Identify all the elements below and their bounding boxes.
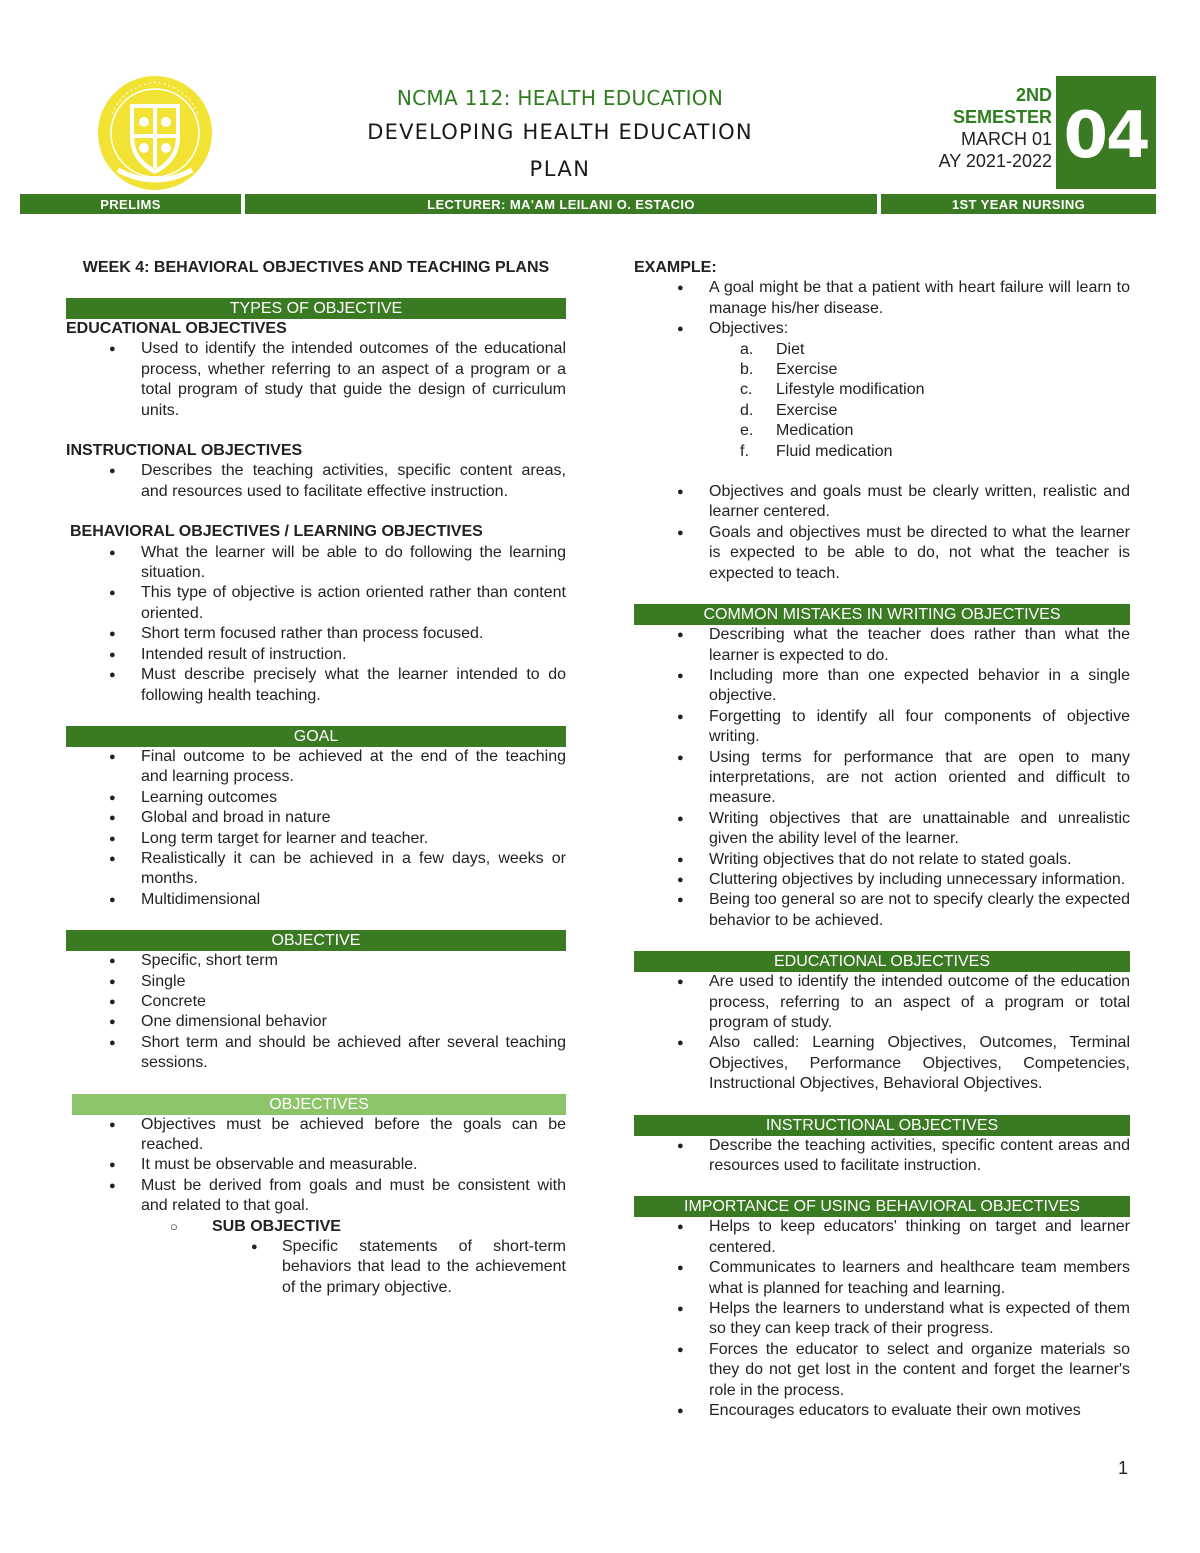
list-item: ● Writing objectives that are unattainable and unrealistic given the ability level of the learner. (634, 809, 1130, 850)
list-item: ● Objectives and goals must be clearly written, realistic and learner centered. (634, 482, 1130, 523)
list-item: ● Final outcome to be achieved at the end of the teaching and learning process. (66, 747, 566, 788)
instructional-objectives-label: INSTRUCTIONAL OBJECTIVES (66, 442, 303, 460)
list-item: ● Short term focused rather than process focused. (66, 624, 566, 644)
section-bar-objectives: OBJECTIVES (72, 1094, 566, 1115)
list-item: ● Short term and should be achieved after several teaching sessions. (66, 1033, 566, 1074)
list-item: ● Forces the educator to select and organize materials so they do not get lost in the content and forget the learner's role in the process. (634, 1340, 1130, 1401)
list-item: ● Learning outcomes (66, 788, 566, 808)
list-item: ● Must describe precisely what the learner intended to do following health teaching. (66, 665, 566, 706)
list-item: ● Goals and objectives must be directed to what the learner is expected to be able to do, not what the teacher is expected to teach. (634, 523, 1130, 584)
section-bar-importance: IMPORTANCE OF USING BEHAVIORAL OBJECTIVES (634, 1196, 1130, 1217)
educational-objectives-list (634, 972, 1130, 1094)
right-column (634, 258, 1130, 1422)
list-item: ● Helps the learners to understand what is expected of them so they can keep track of their progress. (634, 1299, 1130, 1340)
section-bar-goal: GOAL (66, 726, 566, 747)
list-item: ● Used to identify the intended outcomes of the educational process, whether referring to an aspect of a program or a total program of study that guide the design of curriculum units. (66, 339, 566, 421)
list-item: ● Including more than one expected behavior in a single objective. (634, 666, 1130, 707)
list-item: c. Lifestyle modification (740, 381, 925, 399)
list-item: ● What the learner will be able to do following the learning situation. (66, 543, 566, 584)
list-item: ● Helps to keep educators' thinking on target and learner centered. (634, 1217, 1130, 1258)
list-item: e. Medication (740, 422, 854, 440)
semester-line1: 2ND (1015, 85, 1052, 105)
list-item: ● This type of objective is action oriented rather than content oriented. (66, 583, 566, 624)
info-band (20, 194, 1156, 214)
list-item: ● Single (66, 972, 566, 992)
behavioral-list (66, 543, 566, 706)
list-item: ● Objectives: (634, 319, 1130, 339)
list-item: ● A goal might be that a patient with heart failure will learn to manage his/her disease. (634, 278, 1130, 319)
list-item: ● Specific statements of short-term behaviors that lead to the achievement of the primary objective. (66, 1237, 566, 1298)
section-bar-types: TYPES OF OBJECTIVE (66, 298, 566, 319)
page-number: 1 (1118, 1458, 1129, 1478)
goal-list (66, 747, 566, 910)
list-item: ● Being too general so are not to specify clearly the expected behavior to be achieved. (634, 890, 1130, 931)
list-item: d. Exercise (740, 401, 838, 419)
importance-list (634, 1217, 1130, 1421)
list-item: ● Cluttering objectives by including unnecessary information. (634, 870, 1130, 890)
list-item: ● Using terms for performance that are open to many interpretations, are not action oriented and difficult to measure. (634, 748, 1130, 809)
example-objectives-list (634, 340, 1130, 462)
objectives-list (66, 1115, 566, 1217)
section-bar-mistakes: COMMON MISTAKES IN WRITING OBJECTIVES (634, 604, 1130, 625)
document-title-line1: DEVELOPING HEALTH EDUCATION (367, 120, 753, 144)
list-item: ● Multidimensional (66, 890, 566, 910)
goals-objectives-list (634, 482, 1130, 584)
list-item: ● Specific, short term (66, 951, 566, 971)
list-item: ● Also called: Learning Objectives, Outcomes, Terminal Objectives, Performance Objectives, Competencies, Instructional Objectives, Behavioral Objectives. (634, 1033, 1130, 1094)
educational-objectives-label: EDUCATIONAL OBJECTIVES (66, 320, 287, 337)
list-item: ● Forgetting to identify all four components of objective writing. (634, 707, 1130, 748)
objective-list (66, 951, 566, 1073)
list-item: ● Communicates to learners and healthcare team members what is planned for teaching and learning. (634, 1258, 1130, 1299)
educational-list (66, 339, 566, 421)
behavioral-objectives-label: BEHAVIORAL OBJECTIVES / LEARNING OBJECTIVES (70, 523, 483, 541)
list-item: ● One dimensional behavior (66, 1012, 566, 1032)
semester-line2: SEMESTER (952, 107, 1052, 127)
list-item: ● Objectives must be achieved before the goals can be reached. (66, 1115, 566, 1156)
list-item: a. Diet (740, 340, 805, 358)
instructional-objectives-list (634, 1136, 1130, 1177)
list-item: ● Intended result of instruction. (66, 645, 566, 665)
academic-year: AY 2021-2022 (938, 151, 1052, 171)
band-year-level: 1ST YEAR NURSING (881, 194, 1156, 214)
list-item: ● Writing objectives that do not relate to stated goals. (634, 850, 1130, 870)
date-text: MARCH 01 (960, 129, 1052, 149)
mistakes-list (634, 625, 1130, 931)
list-item: ● It must be observable and measurable. (66, 1155, 566, 1175)
section-bar-objective: OBJECTIVE (66, 930, 566, 951)
band-period: PRELIMS (20, 194, 241, 214)
list-item: ● Realistically it can be achieved in a few days, weeks or months. (66, 849, 566, 890)
example-label: EXAMPLE: (634, 259, 717, 276)
list-item: ● Long term target for learner and teacher. (66, 829, 566, 849)
example-list (634, 278, 1130, 339)
week-title: WEEK 4: BEHAVIORAL OBJECTIVES AND TEACHING PLANS (82, 259, 550, 276)
section-bar-instructional: INSTRUCTIONAL OBJECTIVES (634, 1115, 1130, 1136)
list-item: ● Describe the teaching activities, specific content areas and resources used to facilitate instruction. (634, 1136, 1130, 1177)
module-number-box: 04 (1056, 76, 1156, 189)
list-item: ● Are used to identify the intended outcome of the education process, referring to an aspect of a program or total program of study. (634, 972, 1130, 1033)
instructional-list (66, 461, 566, 502)
list-item: ● Encourages educators to evaluate their own motives (634, 1401, 1130, 1421)
section-bar-educational: EDUCATIONAL OBJECTIVES (634, 951, 1130, 972)
list-item: ● Concrete (66, 992, 566, 1012)
list-item: f. Fluid medication (740, 442, 893, 460)
sub-objective-label: ○ SUB OBJECTIVE (66, 1217, 566, 1237)
sub-objective-list (66, 1237, 566, 1298)
left-column (66, 258, 566, 1298)
list-item: ● Global and broad in nature (66, 808, 566, 828)
list-item: ● Describing what the teacher does rather than what the learner is expected to do. (634, 625, 1130, 666)
band-lecturer: LECTURER: MA'AM LEILANI O. ESTACIO (245, 194, 877, 214)
document-title-line2: PLAN (529, 157, 591, 181)
university-seal-logo (92, 74, 218, 192)
list-item: ● Must be derived from goals and must be consistent with and related to that goal. (66, 1176, 566, 1217)
list-item: b. Exercise (740, 361, 838, 379)
list-item: ● Describes the teaching activities, specific content areas, and resources used to facilitate effective instruction. (66, 461, 566, 502)
semester-info (900, 84, 1052, 172)
course-title: NCMA 112: HEALTH EDUCATION (396, 86, 724, 110)
